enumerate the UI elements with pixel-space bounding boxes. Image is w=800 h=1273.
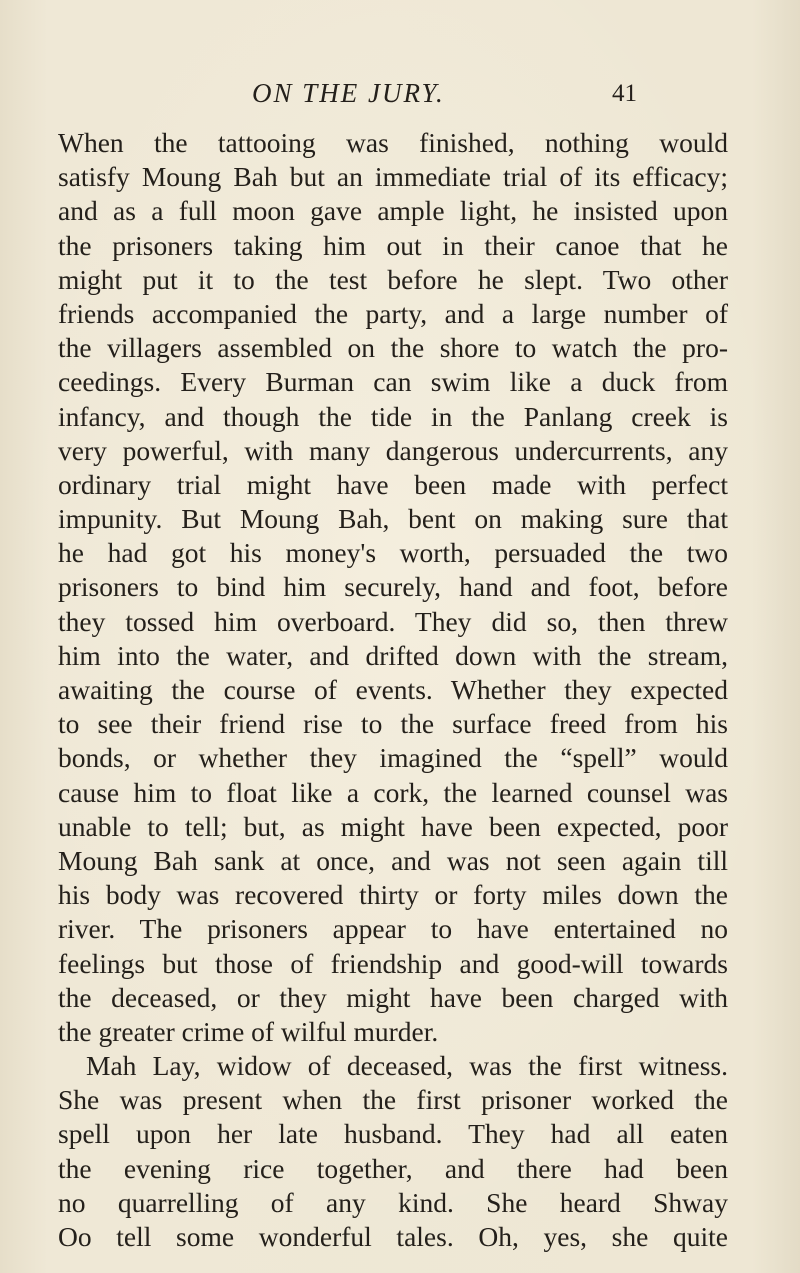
text-line: to see their friend rise to the surface freed from his (58, 708, 728, 740)
text-line: very powerful, with many dangerous undercurrents, any (58, 434, 728, 466)
running-head: ON THE JURY. (252, 78, 445, 108)
text-line: the deceased, or they might have been charged with (58, 981, 728, 1013)
text-line: bonds, or whether they imagined the “spell” would (58, 742, 728, 774)
text-line: satisfy Moung Bah but an immediate trial of its efficacy; (58, 161, 728, 193)
text-line: river. The prisoners appear to have entertained no (58, 913, 728, 945)
text-line: cause him to float like a cork, the learned counsel was (58, 776, 728, 808)
text-line: Oo tell some wonderful tales. Oh, yes, she quite (58, 1221, 728, 1252)
text-line: the greater crime of wilful murder. (58, 1015, 439, 1047)
text-line: the prisoners taking him out in their canoe that he (58, 229, 728, 261)
text-line: feelings but those of friendship and good-will towards (58, 947, 728, 979)
text-line: the villagers assembled on the shore to watch the pro- (58, 332, 728, 364)
text-line: ceedings. Every Burman can swim like a duck from (58, 366, 728, 398)
text-line: infancy, and though the tide in the Panlang creek is (58, 400, 728, 432)
text-line: impunity. But Moung Bah, bent on making sure that (58, 503, 728, 535)
text-line: the evening rice together, and there had been (58, 1152, 728, 1184)
text-line: him into the water, and drifted down with the stream, (58, 639, 728, 671)
text-line: When the tattooing was finished, nothing would (58, 127, 728, 158)
text-line: spell upon her late husband. They had all eaten (58, 1118, 728, 1150)
text-line: unable to tell; but, as might have been expected, poor (58, 810, 728, 842)
text-line: friends accompanied the party, and a large number of (58, 297, 728, 329)
text-line: Moung Bah sank at once, and was not seen again till (58, 844, 728, 876)
text-line: Mah Lay, widow of deceased, was the first witness. (86, 1050, 728, 1082)
text-line: She was present when the first prisoner worked the (58, 1084, 728, 1116)
text-line: prisoners to bind him securely, hand and foot, before (58, 571, 728, 603)
body-text (58, 126, 728, 1254)
text-line: they tossed him overboard. They did so, then threw (58, 605, 728, 637)
text-line: he had got his money's worth, persuaded the two (58, 537, 728, 569)
text-line: no quarrelling of any kind. She heard Shway (58, 1186, 728, 1218)
text-line: awaiting the course of events. Whether they expected (58, 674, 728, 705)
text-line: his body was recovered thirty or forty miles down the (58, 879, 728, 911)
text-line: might put it to the test before he slept. Two other (58, 263, 728, 295)
page-number: 41 (612, 80, 637, 107)
text-line: and as a full moon gave ample light, he insisted upon (58, 195, 728, 227)
text-line: ordinary trial might have been made with perfect (58, 468, 728, 500)
page-header (0, 78, 800, 112)
